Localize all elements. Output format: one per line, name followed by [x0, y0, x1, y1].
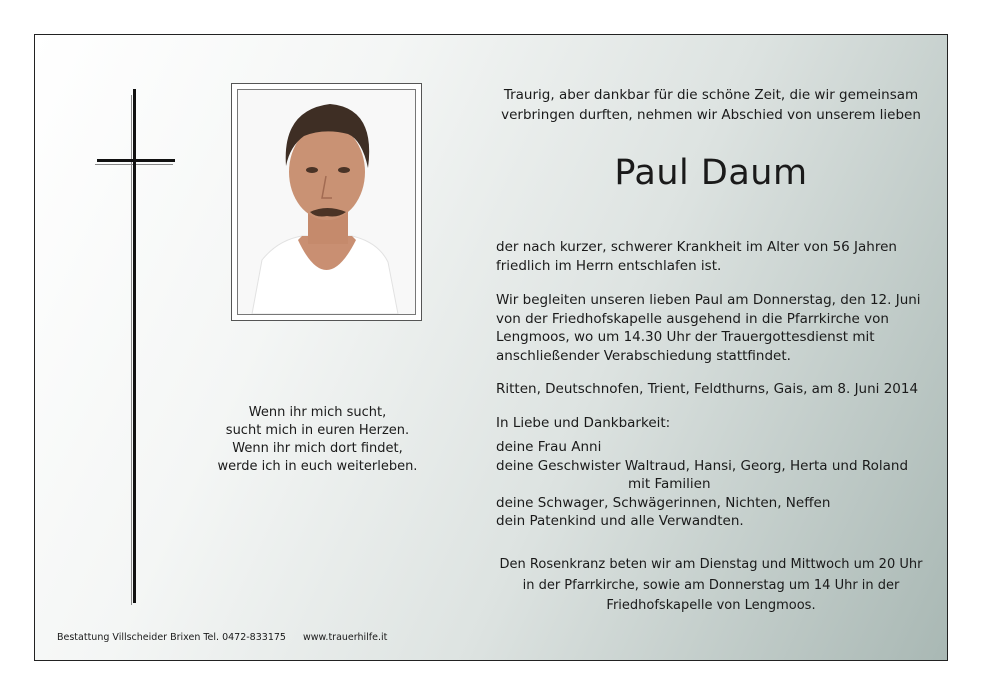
- mourners-heading: In Liebe und Dankbarkeit:: [496, 414, 671, 431]
- mourner-line: deine Frau Anni: [496, 439, 602, 455]
- deceased-name: Paul Daum: [614, 153, 808, 193]
- portrait-image: [238, 90, 415, 314]
- cross-shadow: [131, 95, 132, 605]
- portrait-frame: [231, 83, 422, 321]
- obituary-card: [34, 34, 948, 661]
- rosary-notice: [496, 555, 926, 617]
- mourner-line: deine Schwager, Schwägerinnen, Nichten, Neffen: [496, 494, 831, 511]
- intro-line: verbringen durften, nehmen wir Abschied von unserem lieben: [501, 107, 921, 123]
- mourner-line: dein Patenkind und alle Verwandten.: [496, 513, 744, 529]
- mourner-line: mit Familien: [628, 476, 711, 492]
- service-line: von der Friedhofskapelle ausgehend in die Pfarrkirche von: [496, 310, 889, 327]
- rosary-line: in der Pfarrkirche, sowie am Donnerstag um 14 Uhr in der: [522, 577, 900, 593]
- poem: [185, 404, 450, 476]
- cross-icon-bar: [97, 159, 175, 162]
- rosary-line: Den Rosenkranz beten wir am Dienstag und Mittwoch um 20 Uhr: [499, 557, 923, 572]
- undertaker-info: Bestattung Villscheider Brixen Tel. 0472-833175: [57, 632, 286, 643]
- poem-line: Wenn ihr mich sucht,: [248, 405, 387, 420]
- service-line: Wir begleiten unseren lieben Paul am Donnerstag, den 12. Juni: [496, 292, 921, 308]
- death-line: der nach kurzer, schwerer Krankheit im Alter von 56 Jahren: [496, 239, 897, 255]
- intro-text: [496, 85, 926, 125]
- portrait-photo: [237, 89, 416, 315]
- poem-line: werde ich in euch weiterleben.: [217, 459, 418, 474]
- website-link[interactable]: www.trauerhilfe.it: [302, 632, 388, 643]
- obituary-body: [496, 238, 936, 531]
- death-line: friedlich im Herrn entschlafen ist.: [496, 257, 722, 274]
- cross-icon: [133, 89, 136, 603]
- poem-line: sucht mich in euren Herzen.: [225, 423, 410, 438]
- poem-line: Wenn ihr mich dort findet,: [232, 441, 403, 456]
- service-line: Lengmoos, wo um 14.30 Uhr der Trauergottesdienst mit: [496, 329, 875, 345]
- mourner-line: deine Geschwister Waltraud, Hansi, Georg, Herta und Roland: [496, 457, 909, 474]
- places-date: Ritten, Deutschnofen, Trient, Feldthurns, Gais, am 8. Juni 2014: [496, 381, 919, 397]
- intro-line: Traurig, aber dankbar für die schöne Zeit, die wir gemeinsam: [503, 87, 919, 103]
- service-line: anschließender Verabschiedung stattfindet.: [496, 347, 791, 364]
- rosary-line: Friedhofskapelle von Lengmoos.: [606, 598, 816, 613]
- footer: [57, 632, 401, 643]
